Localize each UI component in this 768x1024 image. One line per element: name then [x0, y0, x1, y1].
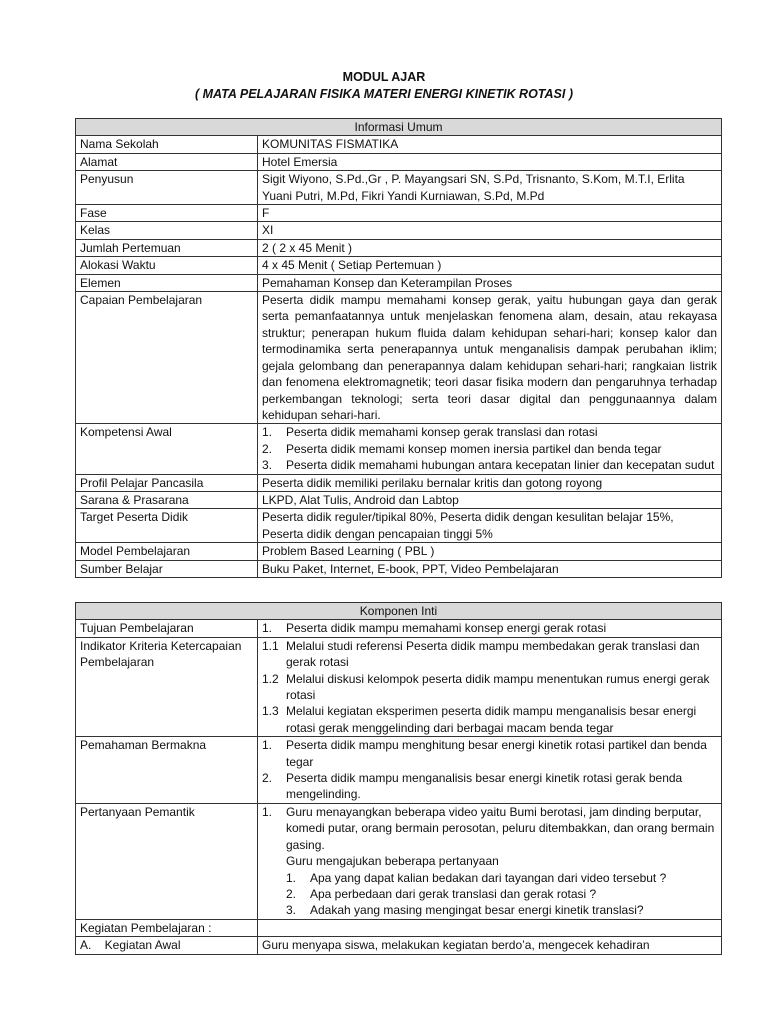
list-number: 1.2 [262, 671, 279, 686]
row-label: Kegiatan Pembelajaran : [76, 919, 258, 936]
table-row [76, 222, 722, 239]
komponen-inti-heading: Komponen Inti [76, 603, 722, 620]
row-value: LKPD, Alat Tulis, Android dan Labtop [258, 491, 722, 508]
list-number: 2. [286, 886, 297, 901]
table-row [76, 543, 722, 560]
row-label: Elemen [76, 274, 258, 291]
list-number: 2. [262, 441, 273, 456]
list-item [262, 737, 717, 770]
row-value: Peserta didik mampu memahami konsep gerak, yaitu hubungan gaya dan gerak serta pemanfaatannya untuk menjelaskan fenomena alam, desain, atau rekayasa struktur; penerapan hukum fluida dalam kehidupan sehari-hari; konsep kalor dan termodinamika serta penerapannya untuk menganalisis dampak perubahan iklim; gejala gelombang dan penerapannya dalam kehidupan sehari-hari; rangkaian listrik dan fenomena elektromagnetik; teori dasar fisika modern dan pengaruhnya terhadap perkembangan teknologi; serta teori dasar digital dan penggunaannya dalam kehidupan sehari-hari. [258, 292, 722, 424]
row-label: Sumber Belajar [76, 560, 258, 577]
list-text: Peserta didik mampu memahami konsep energi gerak rotasi [286, 621, 607, 636]
row-value: Hotel Emersia [258, 153, 722, 170]
question-item [286, 902, 717, 918]
table-row [76, 637, 722, 736]
row-label: Kelas [76, 222, 258, 239]
questions-intro: Guru mengajukan beberapa pertanyaan [286, 854, 499, 869]
row-value: Buku Paket, Internet, E-book, PPT, Video Pembelajaran [258, 560, 722, 577]
row-value [258, 803, 722, 919]
table-row [76, 491, 722, 508]
list-item [262, 620, 717, 636]
table-row [76, 239, 722, 256]
question-text: Apa perbedaan dari gerak translasi dan gerak rotasi ? [310, 886, 597, 901]
row-label: Alokasi Waktu [76, 257, 258, 274]
row-label: Jumlah Pertemuan [76, 239, 258, 256]
question-text: Apa yang dapat kalian bedakan dari tayangan dari video tersebut ? [310, 870, 667, 885]
row-label: Tujuan Pembelajaran [76, 620, 258, 637]
row-value: 2 ( 2 x 45 Menit ) [258, 239, 722, 256]
question-text: Adakah yang masing mengingat besar energi kinetik translasi? [310, 903, 644, 918]
list-text: Melalui studi referensi Peserta didik mampu membedakan gerak translasi dan gerak rotasi [286, 638, 700, 670]
row-value [258, 637, 722, 736]
list-item [262, 424, 717, 440]
row-value: Peserta didik reguler/tipikal 80%, Peserta didik dengan kesulitan belajar 15%, Peserta didik dengan pencapaian tinggi 5% [258, 509, 722, 543]
list-text: Peserta didik mampu menghitung besar energi kinetik rotasi partikel dan benda tegar [286, 738, 707, 769]
row-value [258, 424, 722, 474]
list-number: 1. [262, 804, 273, 819]
list-number: 1. [262, 738, 273, 753]
question-item [286, 870, 717, 886]
row-value [258, 919, 722, 936]
list-item [262, 441, 717, 457]
table-row [76, 509, 722, 543]
question-item [286, 886, 717, 902]
row-value: Sigit Wiyono, S.Pd.,Gr , P. Mayangsari SN, S.Pd, Trisnanto, S.Kom, M.T.I, Erlita Yuani Putri, M.Pd, Fikri Yandi Kurniawan, S.Pd, M.Pd [258, 171, 722, 205]
table-row [76, 136, 722, 153]
list-text: Peserta didik memahami konsep gerak translasi dan rotasi [286, 425, 598, 440]
table-row [76, 205, 722, 222]
list-number: 1.1 [262, 638, 279, 653]
list-text: Melalui diskusi kelompok peserta didik mampu menentukan rumus energi gerak rotasi [286, 671, 710, 703]
list-item [262, 770, 717, 803]
row-label: Penyusun [76, 171, 258, 205]
row-value: F [258, 205, 722, 222]
list-text: Guru menayangkan beberapa video yaitu Bumi berotasi, jam dinding berputar, komedi putar, orang bermain perosotan, peluru ditembakkan, dan orang bermain gasing. [286, 804, 715, 852]
row-label: Sarana & Prasarana [76, 491, 258, 508]
row-value: Peserta didik memiliki perilaku bernalar kritis dan gotong royong [258, 474, 722, 491]
row-value [258, 737, 722, 804]
row-label: Kompetensi Awal [76, 424, 258, 474]
table-row [76, 803, 722, 919]
list-number: 1. [262, 621, 273, 636]
table-row [76, 937, 722, 954]
list-item [262, 638, 717, 671]
row-label: Nama Sekolah [76, 136, 258, 153]
list-number: 1. [262, 425, 273, 440]
list-item [262, 703, 717, 736]
list-number: 2. [262, 771, 273, 786]
row-value: Guru menyapa siswa, melakukan kegiatan berdo’a, mengecek kehadiran [258, 937, 722, 954]
table-row [76, 257, 722, 274]
row-label: Target Peserta Didik [76, 509, 258, 543]
row-label: Fase [76, 205, 258, 222]
row-label: Alamat [76, 153, 258, 170]
list-text: Peserta didik mampu menganalisis besar energi kinetik rotasi gerak benda mengelinding. [286, 771, 683, 802]
list-number: 3. [286, 903, 297, 918]
row-label: Model Pembelajaran [76, 543, 258, 560]
row-value: XI [258, 222, 722, 239]
list-item [262, 804, 717, 853]
row-label: Pemahaman Bermakna [76, 737, 258, 804]
table-row [76, 153, 722, 170]
doc-subtitle: ( MATA PELAJARAN FISIKA MATERI ENERGI KINETIK ROTASI ) [194, 87, 573, 101]
row-label: Pertanyaan Pemantik [76, 803, 258, 919]
list-number: 3. [262, 458, 273, 473]
row-label: Capaian Pembelajaran [76, 292, 258, 424]
informasi-umum-table [75, 118, 722, 578]
row-value: 4 x 45 Menit ( Setiap Pertemuan ) [258, 257, 722, 274]
table-row [76, 171, 722, 205]
row-value [258, 620, 722, 637]
informasi-umum-heading: Informasi Umum [76, 119, 722, 136]
komponen-inti-table [75, 602, 722, 955]
list-number: 1. [286, 870, 297, 885]
row-label: A. Kegiatan Awal [76, 937, 258, 954]
row-value: Problem Based Learning ( PBL ) [258, 543, 722, 560]
list-text: Peserta didik memami konsep momen inersia partikel dan benda tegar [286, 441, 662, 456]
table-row [76, 274, 722, 291]
table-row [76, 919, 722, 936]
list-number: 1.3 [262, 704, 279, 719]
list-item [262, 457, 717, 473]
row-value: KOMUNITAS FISMATIKA [258, 136, 722, 153]
table-row [76, 292, 722, 424]
row-label: Indikator Kriteria Ketercapaian Pembelajaran [76, 637, 258, 736]
table-row [76, 560, 722, 577]
list-item [262, 671, 717, 704]
table-row [76, 424, 722, 474]
row-value: Pemahaman Konsep dan Keterampilan Proses [258, 274, 722, 291]
table-row [76, 620, 722, 637]
table-row [76, 474, 722, 491]
row-label: Profil Pelajar Pancasila [76, 474, 258, 491]
doc-title: MODUL AJAR [342, 70, 426, 84]
table-row [76, 737, 722, 804]
list-text: Melalui kegiatan eksperimen peserta didik mampu menganalisis besar energi rotasi gerak menggelinding dari berbagai macam benda tegar [286, 704, 697, 735]
list-text: Peserta didik memahami hubungan antara kecepatan linier dan kecepatan sudut [286, 458, 715, 473]
